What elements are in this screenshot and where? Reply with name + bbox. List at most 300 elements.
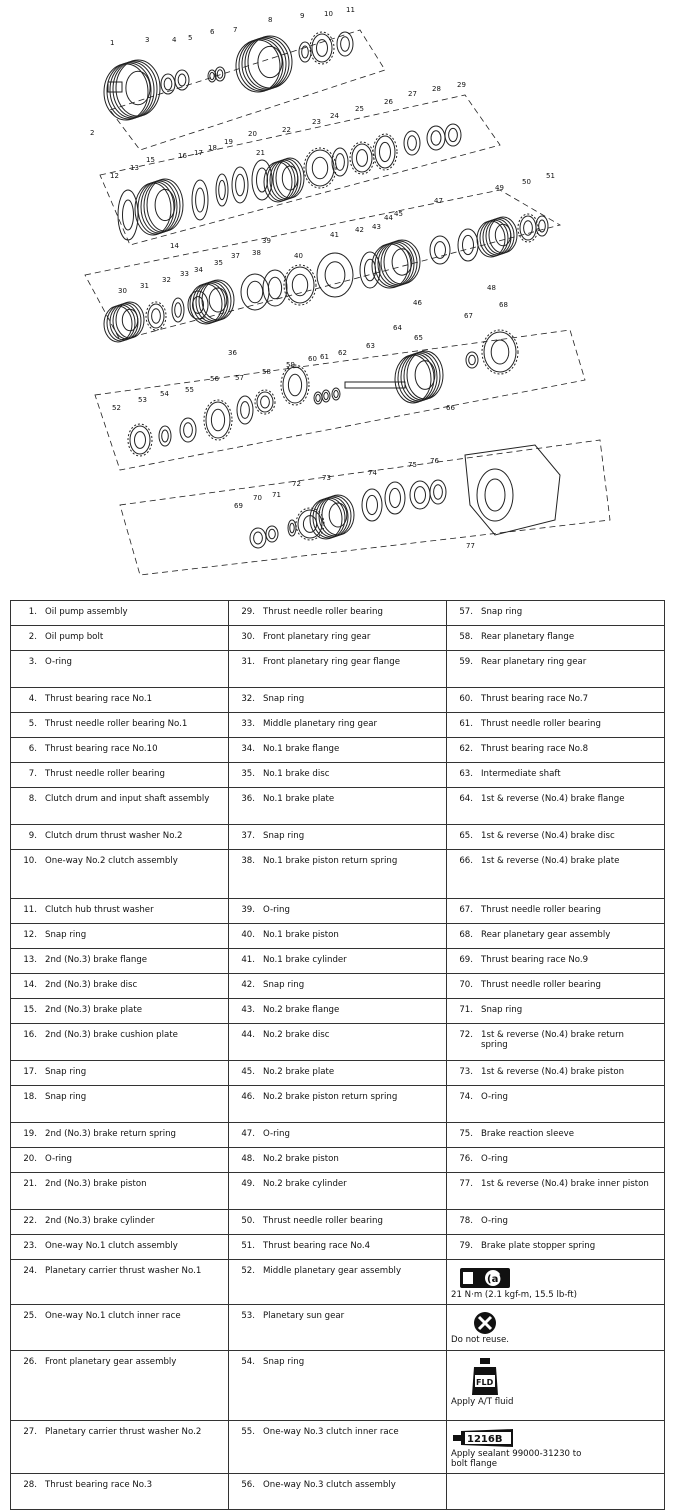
part-ring-5 <box>215 67 225 81</box>
legend-item-name: Thrust bearing race No.3 <box>45 1480 153 1491</box>
legend-item-number: 52. <box>241 1266 255 1276</box>
legend-item-number: 71. <box>459 1005 473 1015</box>
part-ring-47 <box>314 392 322 404</box>
callout-31: 31 <box>140 282 149 290</box>
legend-item-name: Intermediate shaft <box>481 769 561 779</box>
legend-item-name: Thrust needle roller bearing <box>481 905 601 915</box>
legend-cell <box>447 688 665 713</box>
part-ring-55 <box>266 526 278 542</box>
callout-49: 49 <box>495 184 504 192</box>
legend-item-name: Oil pump assembly <box>45 607 128 617</box>
callout-13: 13 <box>130 164 139 172</box>
legend-item-number: 53. <box>241 1311 255 1322</box>
legend-cell <box>229 1148 447 1173</box>
legend-row <box>11 651 665 688</box>
legend-item-number: 26. <box>23 1356 37 1367</box>
part-gear-31 <box>284 265 316 305</box>
legend-item-number: 63. <box>459 769 473 779</box>
part-gear-46 <box>281 365 309 405</box>
legend-item-name: No.1 brake piston return spring <box>263 856 398 866</box>
callout-16: 16 <box>178 152 187 160</box>
part-drum-16 <box>264 158 304 202</box>
callout-2: 2 <box>90 129 95 137</box>
legend-item-name: Planetary carrier thrust washer No.1 <box>45 1266 202 1276</box>
legend-item-number: 57. <box>459 607 473 617</box>
legend-item-name: No.1 brake cylinder <box>263 955 347 965</box>
legend-cell <box>447 974 665 999</box>
part-ring-52 <box>466 352 478 368</box>
part-gear-40 <box>128 424 152 456</box>
callout-22: 22 <box>282 126 291 134</box>
part-gear-20 <box>373 134 397 170</box>
legend-item-name: O-ring <box>45 1154 72 1164</box>
legend-row <box>11 1350 665 1420</box>
legend-item-name: O-ring <box>481 1216 508 1226</box>
legend-row <box>11 949 665 974</box>
legend-item-name: No.2 brake piston <box>263 1154 339 1164</box>
callout-48: 48 <box>487 284 496 292</box>
legend-cell <box>447 949 665 974</box>
legend-item-number: 77. <box>459 1179 473 1189</box>
callout-46: 46 <box>413 299 422 307</box>
legend-item-number: 48. <box>241 1154 255 1164</box>
legend-item-number: 28. <box>23 1480 37 1491</box>
legend-cell <box>447 1123 665 1148</box>
legend-item-name: Snap ring <box>263 980 305 990</box>
legend-cell <box>447 1148 665 1173</box>
callout-76: 76 <box>430 457 439 465</box>
legend-item-name: Clutch drum thrust washer No.2 <box>45 831 183 841</box>
legend-cell <box>447 1350 665 1420</box>
legend-item-name: Thrust bearing race No.10 <box>45 744 158 754</box>
sealant-icon <box>453 1427 517 1449</box>
legend-item-number: 3. <box>28 657 37 667</box>
legend-symbol-text: Apply A/T fluid <box>451 1396 514 1407</box>
legend-item-name: One-way No.1 clutch inner race <box>45 1311 181 1322</box>
legend-item-number: 13. <box>23 955 37 965</box>
legend-cell <box>11 1061 229 1086</box>
legend-item-number: 15. <box>23 1005 37 1015</box>
legend-item-number: 27. <box>23 1426 37 1437</box>
legend-item-number: 30. <box>241 632 255 642</box>
legend-item-number: 79. <box>459 1241 473 1251</box>
part-drum-24 <box>104 302 144 342</box>
legend-row <box>11 688 665 713</box>
legend-item-name: One-way No.1 clutch assembly <box>45 1241 178 1251</box>
legend-item-number: 51. <box>241 1241 255 1251</box>
legend-cell <box>11 1235 229 1260</box>
legend-item-number: 1. <box>28 607 37 617</box>
part-ring-49 <box>332 388 340 400</box>
legend-item-number: 29. <box>241 607 255 617</box>
legend-item-name: Clutch hub thrust washer <box>45 905 154 915</box>
legend-item-name: No.1 brake plate <box>263 794 335 804</box>
legend-item-name: Rear planetary gear assembly <box>481 930 611 940</box>
legend-item-number: 45. <box>241 1067 255 1077</box>
legend-cell <box>11 688 229 713</box>
callout-67: 67 <box>464 312 473 320</box>
legend-item-number: 21. <box>23 1179 37 1189</box>
legend-item-name: O-ring <box>481 1092 508 1102</box>
callout-61: 61 <box>320 353 329 361</box>
legend-item-number: 9. <box>28 831 37 841</box>
legend-row <box>11 1061 665 1086</box>
part-ring-33 <box>360 252 380 288</box>
legend-item-name: 1st & reverse (No.4) brake flange <box>481 794 625 804</box>
legend-cell <box>229 825 447 850</box>
part-ring-21 <box>404 131 420 155</box>
legend-item-number: 33. <box>241 719 255 729</box>
legend-row <box>11 1148 665 1173</box>
legend-item-name: 2nd (No.3) brake flange <box>45 955 148 965</box>
part-drum-6 <box>236 36 292 92</box>
legend-item-name: Middle planetary ring gear <box>263 719 378 729</box>
legend-cell <box>11 949 229 974</box>
callout-57: 57 <box>235 374 244 382</box>
legend-item-number: 36. <box>241 794 255 804</box>
legend-cell <box>229 1305 447 1350</box>
callout-36: 36 <box>228 349 237 357</box>
legend-cell <box>11 924 229 949</box>
legend-item-name: O-ring <box>45 657 72 667</box>
legend-item-name: 2nd (No.3) brake return spring <box>45 1129 176 1139</box>
callout-27: 27 <box>408 90 417 98</box>
legend-row <box>11 1420 665 1474</box>
part-gear-53 <box>482 330 518 374</box>
legend-row <box>11 788 665 825</box>
callout-35: 35 <box>214 259 223 267</box>
do-not-reuse-icon <box>473 1311 497 1335</box>
legend-item-name: One-way No.2 clutch assembly <box>45 856 178 866</box>
callout-30: 30 <box>118 287 127 295</box>
legend-cell <box>447 1474 665 1510</box>
callout-20: 20 <box>248 130 257 138</box>
legend-cell <box>229 688 447 713</box>
part-ring-62 <box>430 480 446 504</box>
legend-item-number: 54. <box>241 1356 255 1367</box>
legend-cell <box>229 1474 447 1510</box>
legend-cell <box>447 1260 665 1305</box>
legend-item-number: 60. <box>459 694 473 704</box>
legend-item-name: No.1 brake piston <box>263 930 339 940</box>
legend-item-name: 1st & reverse (No.4) brake plate <box>481 856 620 866</box>
legend-cell <box>229 1173 447 1210</box>
legend-cell <box>447 1173 665 1210</box>
callout-58: 58 <box>262 368 271 376</box>
legend-item-name: O-ring <box>263 905 290 915</box>
legend-item-number: 25. <box>23 1311 37 1322</box>
legend-item-name: No.2 brake plate <box>263 1067 335 1077</box>
legend-item-name: Thrust needle roller bearing <box>263 607 383 617</box>
legend-item-number: 14. <box>23 980 37 990</box>
legend-item-name: 1st & reverse (No.4) brake piston <box>481 1067 625 1077</box>
legend-row <box>11 850 665 899</box>
legend-item-name: 2nd (No.3) brake piston <box>45 1179 147 1189</box>
callout-71: 71 <box>272 491 281 499</box>
callout-5: 5 <box>188 34 193 42</box>
callout-54: 54 <box>160 390 169 398</box>
legend-item-name: Front planetary gear assembly <box>45 1356 177 1367</box>
torque-icon <box>459 1266 511 1290</box>
part-ring-54 <box>250 528 266 548</box>
legend-item-name: One-way No.3 clutch assembly <box>263 1480 396 1491</box>
callout-26: 26 <box>384 98 393 106</box>
legend-item-name: Thrust needle roller bearing <box>481 719 601 729</box>
legend-item-number: 41. <box>241 955 255 965</box>
legend-item-name: Brake reaction sleeve <box>481 1129 575 1139</box>
svg-text:FLD: FLD <box>476 1377 494 1387</box>
legend-cell <box>11 974 229 999</box>
legend-item-number: 74. <box>459 1092 473 1102</box>
legend-cell <box>229 1061 447 1086</box>
part-ring-27 <box>188 291 208 319</box>
legend-item-name: Front planetary ring gear flange <box>263 657 400 667</box>
legend-row <box>11 825 665 850</box>
legend-item-number: 32. <box>241 694 255 704</box>
legend-cell <box>447 1061 665 1086</box>
legend-cell <box>11 601 229 626</box>
legend-row <box>11 738 665 763</box>
part-ring-48 <box>322 390 330 402</box>
group-frame-5 <box>120 440 610 575</box>
part-stack-11 <box>135 179 183 235</box>
callout-8: 8 <box>268 16 273 24</box>
legend-item-number: 24. <box>23 1266 37 1276</box>
callout-10: 10 <box>324 10 333 18</box>
legend-row <box>11 1260 665 1305</box>
callout-51: 51 <box>546 172 555 180</box>
callout-52: 52 <box>112 404 121 412</box>
legend-item-number: 37. <box>241 831 255 841</box>
legend-item-name: Rear planetary ring gear <box>481 657 587 667</box>
legend-cell <box>11 1148 229 1173</box>
legend-item-number: 46. <box>241 1092 255 1102</box>
legend-cell <box>229 1420 447 1474</box>
legend-row <box>11 713 665 738</box>
callout-37: 37 <box>231 252 240 260</box>
legend-item-name: Planetary carrier thrust washer No.2 <box>45 1426 202 1437</box>
legend-row <box>11 1024 665 1061</box>
legend-item-name: No.1 brake flange <box>263 744 340 754</box>
legend-cell <box>11 1210 229 1235</box>
legend-item-name: Thrust bearing race No.9 <box>481 955 589 965</box>
legend-cell <box>11 738 229 763</box>
legend-item-name: Front planetary ring gear <box>263 632 371 642</box>
legend-cell <box>229 1123 447 1148</box>
legend-cell <box>447 1235 665 1260</box>
callout-29: 29 <box>457 81 466 89</box>
legend-item-number: 61. <box>459 719 473 729</box>
legend-item-name: Snap ring <box>481 1005 523 1015</box>
legend-item-name: Snap ring <box>45 1092 87 1102</box>
legend-item-name: 1st & reverse (No.4) brake inner piston <box>481 1179 649 1189</box>
part-case-63 <box>465 445 560 535</box>
legend-cell <box>447 825 665 850</box>
legend-item-number: 20. <box>23 1154 37 1164</box>
fluid-icon-wrap <box>451 1357 519 1397</box>
part-drum-58 <box>310 495 354 539</box>
legend-item-name: No.1 brake disc <box>263 769 330 779</box>
callout-19: 19 <box>224 138 233 146</box>
legend-item-name: O-ring <box>263 1129 290 1139</box>
callout-21: 21 <box>256 149 265 157</box>
part-ring-26 <box>172 298 184 322</box>
callout-69: 69 <box>234 502 243 510</box>
callout-34: 34 <box>194 266 203 274</box>
legend-item-number: 76. <box>459 1154 473 1164</box>
sealant-icon-wrap <box>451 1427 519 1449</box>
legend-cell <box>11 1350 229 1420</box>
legend-item-number: 65. <box>459 831 473 841</box>
legend-cell <box>229 924 447 949</box>
legend-item-number: 66. <box>459 856 473 866</box>
legend-item-number: 64. <box>459 794 473 804</box>
part-ring-9 <box>337 32 353 56</box>
legend-item-number: 8. <box>28 794 37 804</box>
legend-item-name: No.2 brake flange <box>263 1005 340 1015</box>
legend-item-number: 19. <box>23 1129 37 1139</box>
callout-4: 4 <box>172 36 177 44</box>
legend-item-name: Snap ring <box>45 930 87 940</box>
callout-28: 28 <box>432 85 441 93</box>
part-ring-7 <box>299 42 311 62</box>
legend-cell <box>447 601 665 626</box>
callout-38: 38 <box>252 249 261 257</box>
legend-item-name: Snap ring <box>263 694 305 704</box>
callout-7: 7 <box>233 26 238 34</box>
legend-item-name: Planetary sun gear <box>263 1311 345 1322</box>
part-ring-35 <box>430 236 450 264</box>
callout-24: 24 <box>330 112 339 120</box>
legend-cell <box>447 850 665 899</box>
legend-item-number: 55. <box>241 1426 255 1437</box>
legend-cell <box>447 788 665 825</box>
legend-item-name: No.2 brake disc <box>263 1030 330 1040</box>
legend-item-number: 11. <box>23 905 37 915</box>
callout-18: 18 <box>208 144 217 152</box>
legend-symbol-text: Do not reuse. <box>451 1335 509 1346</box>
callout-68: 68 <box>499 301 508 309</box>
callout-17: 17 <box>194 149 203 157</box>
legend-item-number: 58. <box>459 632 473 642</box>
callout-73: 73 <box>322 474 331 482</box>
callout-45: 45 <box>394 210 403 218</box>
callout-72: 72 <box>292 480 301 488</box>
legend-item-name: Snap ring <box>263 831 305 841</box>
legend-item-number: 78. <box>459 1216 473 1226</box>
legend-cell <box>229 1235 447 1260</box>
callout-15: 15 <box>146 156 155 164</box>
legend-item-number: 10. <box>23 856 37 866</box>
exploded-parts-diagram <box>0 0 675 590</box>
part-ring-56 <box>288 520 296 536</box>
legend-cell <box>11 626 229 651</box>
legend-cell <box>11 999 229 1024</box>
callout-70: 70 <box>253 494 262 502</box>
callout-55: 55 <box>185 386 194 394</box>
part-ring-22 <box>427 126 445 150</box>
legend-cell <box>447 626 665 651</box>
part-ring-30 <box>263 270 287 306</box>
callout-40: 40 <box>294 252 303 260</box>
part-gear-25 <box>146 302 166 330</box>
legend-cell <box>447 738 665 763</box>
legend-cell <box>11 1086 229 1123</box>
legend-cell <box>11 899 229 924</box>
legend-item-name: Oil pump bolt <box>45 632 104 642</box>
legend-item-name: One-way No.3 clutch inner race <box>263 1426 399 1437</box>
part-gear-38 <box>518 214 538 242</box>
legend-item-number: 34. <box>241 744 255 754</box>
legend-item-name: Clutch drum and input shaft assembly <box>45 794 210 804</box>
legend-item-number: 62. <box>459 744 473 754</box>
legend-item-number: 59. <box>459 657 473 667</box>
legend-cell <box>229 1024 447 1061</box>
legend-cell <box>229 1086 447 1123</box>
legend-cell <box>229 601 447 626</box>
legend-item-number: 2. <box>28 632 37 642</box>
legend-item-name: No.2 brake cylinder <box>263 1179 347 1189</box>
callout-64: 64 <box>393 324 402 332</box>
legend-item-number: 67. <box>459 905 473 915</box>
legend-cell <box>229 763 447 788</box>
part-ring-61 <box>410 481 430 509</box>
legend-cell <box>447 1305 665 1350</box>
legend-item-name: 2nd (No.3) brake cushion plate <box>45 1030 178 1040</box>
legend-cell <box>11 1024 229 1061</box>
callout-11: 11 <box>346 6 355 14</box>
legend-cell <box>229 651 447 688</box>
legend-cell <box>447 1024 665 1061</box>
legend-cell <box>11 651 229 688</box>
svg-text:(a): (a) <box>487 1274 503 1285</box>
callout-59: 59 <box>286 361 295 369</box>
legend-cell <box>11 1123 229 1148</box>
legend-cell <box>447 999 665 1024</box>
legend-row <box>11 1086 665 1123</box>
legend-cell <box>447 713 665 738</box>
legend-item-number: 18. <box>23 1092 37 1102</box>
part-ring-13 <box>216 174 228 206</box>
legend-item-number: 43. <box>241 1005 255 1015</box>
legend-cell <box>229 626 447 651</box>
legend-cell <box>229 1350 447 1420</box>
legend-item-name: 1st & reverse (No.4) brake return spring <box>481 1030 624 1051</box>
callout-62: 62 <box>338 349 347 357</box>
legend-item-number: 22. <box>23 1216 37 1226</box>
callout-25: 25 <box>355 105 364 113</box>
part-gear-8 <box>310 32 334 64</box>
part-ring-36 <box>458 229 478 261</box>
legend-cell <box>11 1173 229 1210</box>
legend-item-number: 50. <box>241 1216 255 1226</box>
legend-item-name: No.2 brake piston return spring <box>263 1092 398 1102</box>
part-drum-37 <box>477 217 517 257</box>
legend-row <box>11 974 665 999</box>
callout-44: 44 <box>384 214 393 222</box>
legend-cell <box>229 899 447 924</box>
legend-cell <box>11 1474 229 1510</box>
part-ring-59 <box>362 489 382 521</box>
legend-item-number: 6. <box>28 744 37 754</box>
legend-item-number: 17. <box>23 1067 37 1077</box>
legend-cell <box>447 1086 665 1123</box>
callout-32: 32 <box>162 276 171 284</box>
legend-cell <box>447 924 665 949</box>
legend-item-name: Snap ring <box>481 607 523 617</box>
part-gear-45 <box>255 390 275 414</box>
legend-item-number: 23. <box>23 1241 37 1251</box>
